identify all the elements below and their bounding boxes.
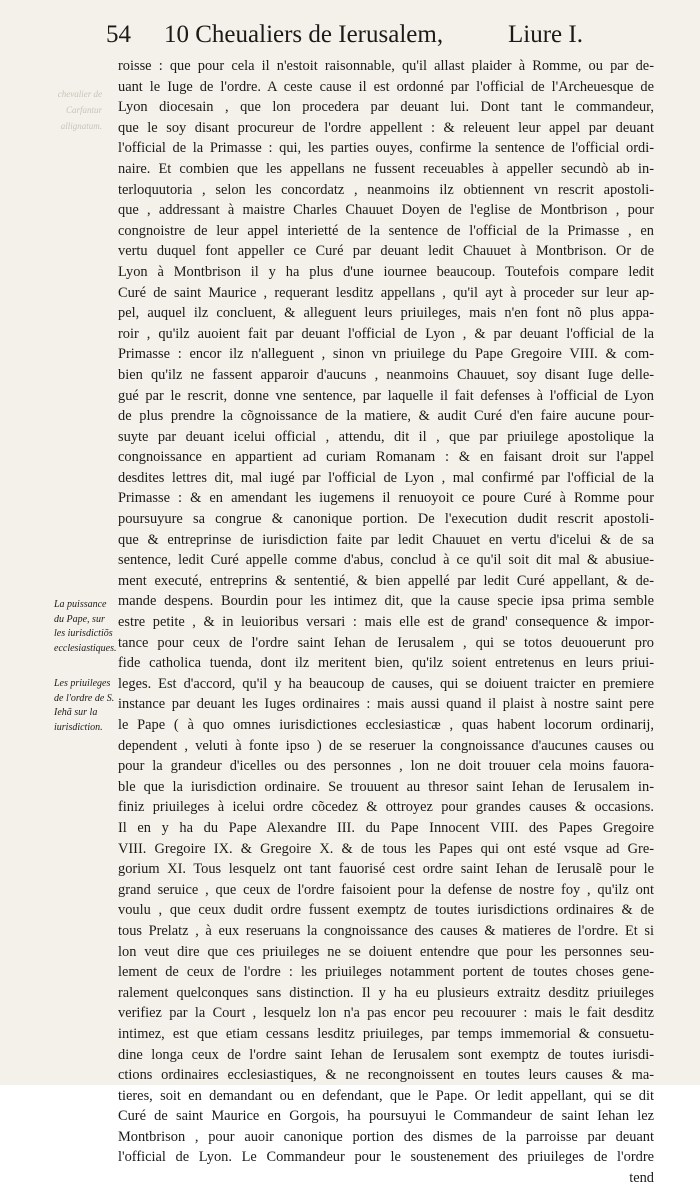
body-line: Curé de saint Maurice , requerant lesditz appellans , qu'il ayt à proceder sur leur ap- — [118, 284, 654, 301]
body-line: dine longa ceux de l'ordre saint Iehan de Ierusalem sont exemptz de toutes iurisdi- — [118, 1046, 654, 1063]
body-line: voulu , que ceux dudit ordre fussent exemptz de toutes iurisdictions ordinaires & de — [118, 902, 654, 919]
bleed-line: Carfantur — [65, 105, 102, 115]
body-line: que , addressant à maistre Charles Chauuet Doyen de l'eglise de Montbrison , pour — [118, 202, 654, 219]
bleed-line: allignatum. — [60, 121, 102, 131]
body-line: l'official de Lyon. Le Commandeur pour le soustenement des priuileges de l'ordre — [118, 1149, 654, 1166]
bleed-line: chevalier de — [57, 89, 102, 99]
body-line: terloquutoria , selon les concordatz , neanmoins ilz obtiennent vn rescrit apostoli- — [118, 181, 654, 198]
body-line: congnoistre de leur appel interietté de la sentence de l'official de la Primasse , en — [118, 222, 654, 239]
body-line: VIII. Gregoire IX. & Gregoire X. & de tous les Papes qui ont esté vsque ad Gre- — [118, 840, 654, 857]
body-line: Montbrison , pour auoir canonique portion des dismes de la parroisse par deuant — [118, 1128, 654, 1145]
running-title — [164, 22, 443, 48]
body-line: vertu duquel font appeller ce Curé par deuant ledit Chauuet à Montbrison. Or de — [118, 243, 654, 260]
body-line: ctions ordinaires ecclesiastiques, & ne recongnoissent en toutes leurs causes & ma- — [118, 1067, 654, 1084]
body-line: l'official de la Primasse : qui, les parties ouyes, confirme la sentence de l'official ordi- — [118, 140, 654, 157]
body-line: Il en y ha du Pape Alexandre III. du Pape Innocent VIII. des Papes Gregoire — [118, 819, 654, 836]
body-line: dependent , veluti à fonte ipso ) de se reseruer la congnoissance d'aucunes causes ou — [118, 737, 654, 754]
body-line: Lyon à Montbrison il y ha plus d'une iournee beaucoup. Toutefois compare ledit — [118, 263, 654, 280]
body-line: que le soy disant procureur de l'ordre appellent : & releuent leur appel par deuant — [118, 119, 654, 136]
running-header — [106, 22, 596, 48]
body-line: poursuyure sa congrue & canonique portion. De l'execution dudit rescrit apostoli- — [118, 511, 654, 528]
body-line: uant le Iuge de l'ordre. A ceste cause il est ordonné par l'official de l'Archeuesque de — [118, 78, 654, 95]
body-line: tance pour ceux de l'ordre saint Iehan de Ierusalem , qui se totos deuouerunt pro — [118, 634, 654, 651]
body-line: fide catholica tuenda, dont ilz meritent bien, qu'ilz soient entretenus en leurs priui- — [118, 655, 654, 672]
body-line: Primasse : encor ilz n'alleguent , sinon vn priuilege du Pape Gregoire VIII. & com- — [118, 346, 654, 363]
body-line: gorium XI. Tous lesquelz ont tant fauorisé cest ordre saint Iehan de Ierusalẽ pour le — [118, 861, 654, 878]
body-text — [118, 56, 654, 1189]
body-line: ment executé, entreprins & sententié, & bien appellé par ledit Curé appellant, & de- — [118, 572, 654, 589]
body-line: congnoissance en appartient ad curiam Romanam : & en faisant droit sur l'appel — [118, 449, 654, 466]
body-line: leges. Est d'accord, qu'il y ha beaucoup de causes, qui se doiuent traicter en premiere — [118, 675, 654, 692]
running-title-text: Cheualiers de Ierusalem, — [195, 21, 444, 48]
body-line: suyte par deuant icelui official , attendu, dit il , que par priuilege apostolique la — [118, 428, 654, 445]
body-line: sentence, ledit Curé appelle comme d'abus, conclud à ce qu'il soit dit mal & abusiue- — [118, 552, 654, 569]
bleed-through-text — [30, 86, 102, 134]
margin-note: Les priuileges de l'ordre de S. Iehã sur la iurisdiction. — [54, 678, 115, 733]
body-line: tous Prelatz , à eux reseruans la congnoissance des causes & matieres de l'ordre. Et si — [118, 922, 654, 939]
body-line: Curé de saint Maurice en Gorgois, ha poursuyui le Commandeur de saint Iehan lez — [118, 1108, 654, 1125]
body-line: le Pape ( à quo omnes iurisdictiones ecclesiasticæ , quas habent locorum ordinarij, — [118, 717, 654, 733]
book-label: Liure I. — [508, 21, 583, 48]
body-line: gué par le rescrit, donne vne sentence, par laquelle il fait defenses à l'official de Lyon — [118, 387, 654, 404]
body-line: estre petite , & in leuioribus versari : mais elle est de grand' consequence & impor- — [118, 614, 654, 631]
body-line: roisse : que pour cela il n'estoit raisonnable, qu'il allast plaider à Romme, ou par de- — [118, 58, 654, 74]
body-line: intimez, est que etiam cessans lesditz priuileges, par temps immemorial & consuetu- — [118, 1025, 654, 1042]
body-line: que & entreprinse de iurisdiction faite par ledit Chauuet en vertu d'icelui & de sa — [118, 531, 654, 548]
folio-number: 54 — [106, 21, 131, 48]
body-line: ble que la iurisdiction ordinaire. Se trouuent au thresor saint Iehan de Ierusalem in- — [118, 778, 654, 795]
page-number: 10 — [164, 21, 189, 48]
catchword: tend — [629, 1170, 654, 1187]
body-line: pel, auquel ilz concluent, & alleguent leurs priuileges, mais n'en font nõ plus appa- — [118, 305, 654, 322]
body-line: grand seruice , que ceux de l'ordre faisoient pour la defense de nostre foy , qu'ilz ont — [118, 881, 654, 898]
body-line: Primasse : & en amendant les iugemens il renuoyoit ce poure Curé à Romme pour — [118, 490, 654, 507]
body-line: ralement quelconques sans distinction. Il y ha eu plusieurs extraitz desditz priuileges — [118, 984, 654, 1001]
body-line: de plus prendre la cõgnoissance de la matiere, & audit Curé d'en faire aucune pour- — [118, 408, 654, 425]
body-line: naire. Et combien que les appellans ne fussent receuables à appeller secundò ab in- — [118, 160, 654, 177]
body-line: verifiez par la Court , lesquelz lon n'a pas encor peu recouurer : mais le fait desditz — [118, 1005, 654, 1022]
body-line: desdites lettres dit, mal iugé par l'official de Lyon , mal confirmé par l'official de la — [118, 469, 654, 486]
body-line: instance par deuant les Iuges ordinaires : mais aussi quand il plaist à nostre saint pere — [118, 696, 654, 713]
body-line: lement de ceux de l'ordre : les priuileges notamment portent de toutes choses gene- — [118, 964, 654, 981]
body-line: finiz priuileges à icelui ordre cõcedez & ottroyez pour grandes causes & occasions. — [118, 799, 654, 816]
body-line: roir , qu'ilz auoient fait par deuant l'official de Lyon , & par deuant l'official de la — [118, 325, 654, 342]
body-line: lon veut dire que ces priuileges ne se doiuent entendre que pour les personnes seu- — [118, 943, 654, 960]
body-line: bien qu'ilz ne fassent apparoir d'aucuns , neanmoins Chauuet, soy disant Iuge delle- — [118, 366, 654, 383]
body-line: pour la grandeur d'icelles ou des personnes , lon ne doit trouuer cela moins fauora- — [118, 758, 654, 775]
body-line: Lyon diocesain , que lon procedera par deuant lui. Dont tant le commandeur, — [118, 99, 654, 116]
body-line: tieres, soit en demandant ou en defendant, que le Pape. Or ledit appellant, qui se dit — [118, 1087, 654, 1104]
margin-note: La puissance du Pape, sur les iurisdictiõs ecclesiastiques. — [54, 599, 117, 654]
body-line: mande despens. Bourdin pour les intimez dit, que la cause specie ipsa prima semble — [118, 593, 654, 610]
